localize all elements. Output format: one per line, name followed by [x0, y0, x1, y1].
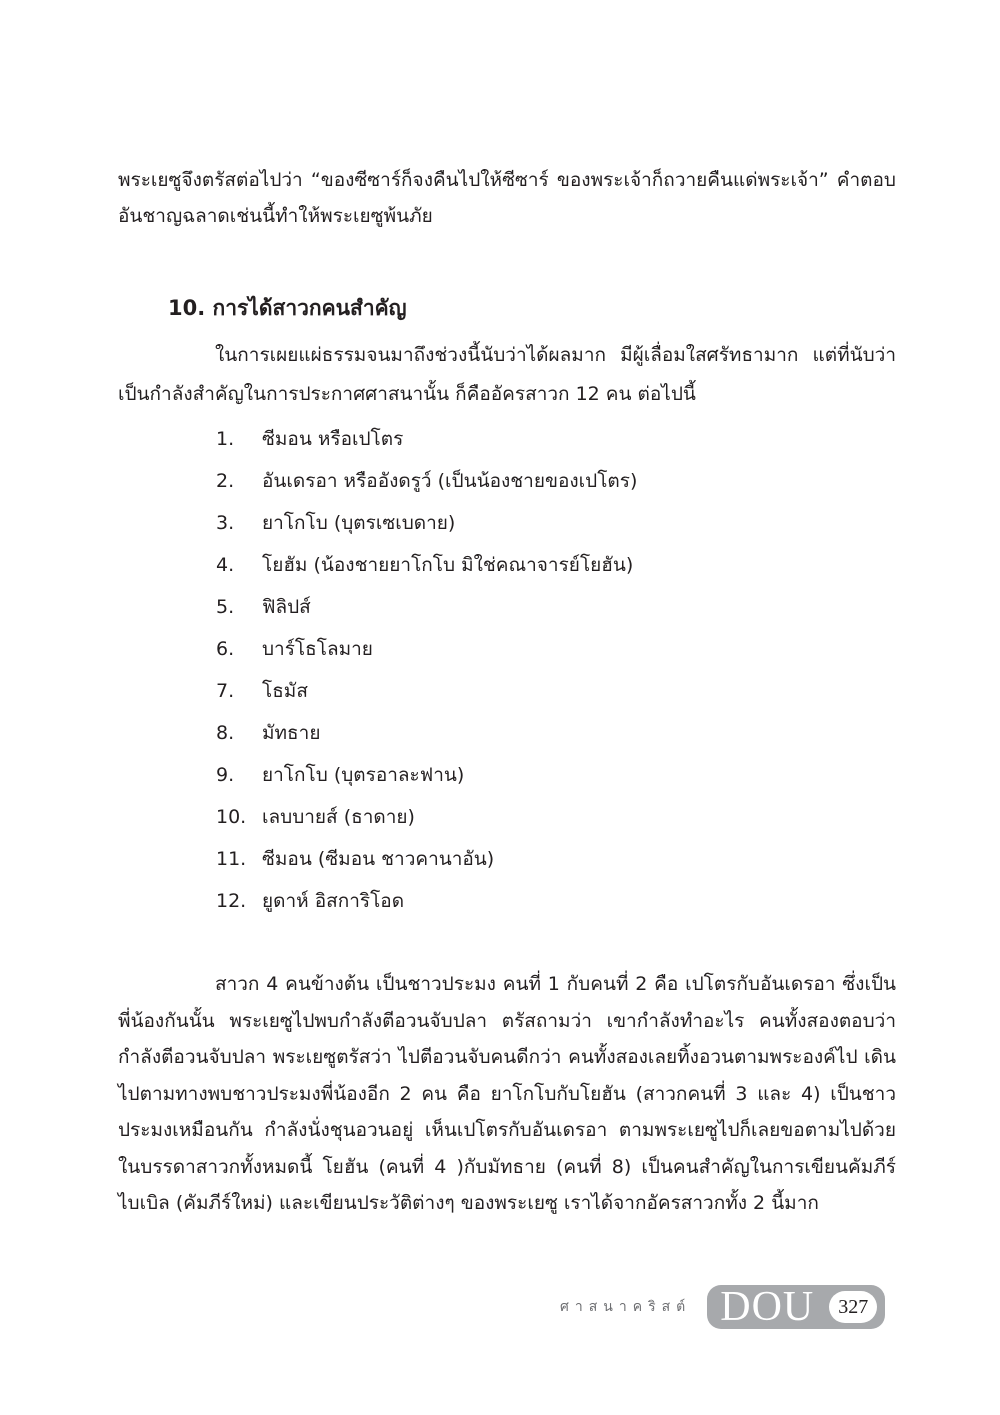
list-item [216, 586, 637, 628]
section-heading [168, 292, 407, 324]
list-item [216, 670, 637, 712]
section-title: การได้สาวกคนสำคัญ [212, 296, 407, 320]
item-number: 11. [216, 848, 247, 870]
item-text: บาร์โธโลมาย [262, 638, 373, 660]
item-number: 2. [216, 470, 235, 492]
course-title: ศาสนาคริสต์ [560, 1299, 692, 1315]
item-number: 12. [216, 890, 247, 912]
intro-paragraph: พระเยซูจึงตรัสต่อไปว่า “ของซีซาร์ก็จงคืนไปให้ซีซาร์ ของพระเจ้าก็ถวายคืนแด่พระเจ้า” คำตอบอันชาญฉลาดเช่นนี้ทำให้พระเยซูพ้นภัย [118, 169, 896, 227]
dou-logo: DOU [720, 1284, 815, 1330]
item-number: 9. [216, 764, 235, 786]
item-text: ยาโกโบ (บุตรเซเบดาย) [262, 512, 456, 534]
item-number: 3. [216, 512, 235, 534]
list-item [216, 754, 637, 796]
list-item [216, 628, 637, 670]
item-text: โยฮัม (น้องชายยาโกโบ มิใช่คณาจารย์โยฮัน) [262, 554, 634, 576]
list-item [216, 712, 637, 754]
item-number: 10. [216, 806, 247, 828]
item-text: ฟิลิปส์ [262, 596, 311, 618]
list-item [216, 880, 637, 922]
item-number: 6. [216, 638, 235, 660]
item-text: เลบบายส์ (ธาดาย) [262, 806, 415, 828]
apostle-list [216, 418, 637, 922]
list-item [216, 796, 637, 838]
item-text: มัทธาย [262, 722, 321, 744]
list-item [216, 544, 637, 586]
section-number: 10. [168, 296, 206, 320]
item-number: 5. [216, 596, 235, 618]
list-item [216, 460, 637, 502]
dou-badge [707, 1285, 885, 1329]
item-text: ซีมอน (ซีมอน ชาวคานาอัน) [262, 848, 495, 870]
body-paragraph: สาวก 4 คนข้างต้น เป็นชาวประมง คนที่ 1 กับคนที่ 2 คือ เปโตรกับอันเดรอา ซึ่งเป็นพี่น้องกันนั้น พระเยซูไปพบกำลังตีอวนจับปลา ตรัสถามว่า เขากำลังทำอะไร คนทั้งสองตอบว่ากำลังตีอวนจับปลา พระเยซูตรัสว่า ไปตีอวนจับคนดีกว่า คนทั้งสองเลยทิ้งอวนตามพระองค์ไป เดินไปตามทางพบชาวประมงพี่น้องอีก 2 คน คือ ยาโกโบกับโยฮัน (สาวกคนที่ 3 และ 4) เป็นชาวประมงเหมือนกัน กำลังนั่งชุนอวนอยู่ เห็นเปโตรกับอันเดรอา ตามพระเยซูไปก็เลยขอตามไปด้วย ในบรรดาสาวกทั้งหมดนี้ โยฮัน (คนที่ 4 )กับมัทธาย (คนที่ 8) เป็นคนสำคัญในการเขียนคัมภีร์ไบเบิล (คัมภีร์ใหม่) และเขียนประวัติต่างๆ ของพระเยซู เราได้จากอัครสาวกทั้ง 2 นี้มาก [118, 973, 896, 1214]
list-item [216, 502, 637, 544]
item-number: 7. [216, 680, 235, 702]
list-item [216, 838, 637, 880]
item-text: ซีมอน หรือเปโตร [262, 428, 404, 450]
page-number: 327 [829, 1291, 877, 1323]
lead-paragraph: ในการเผยแผ่ธรรมจนมาถึงช่วงนี้นับว่าได้ผลมาก มีผู้เลื่อมใสศรัทธามาก แต่ที่นับว่าเป็นกำลังสำคัญในการประกาศศาสนานั้น ก็คืออัครสาวก 12 คน ต่อไปนี้ [118, 344, 896, 405]
item-text: โธมัส [262, 680, 308, 702]
item-number: 1. [216, 428, 235, 450]
item-number: 4. [216, 554, 235, 576]
item-text: ยูดาห์ อิสการิโอด [262, 890, 405, 912]
page-footer [560, 1283, 885, 1331]
item-text: อันเดรอา หรืออังดรูว์ (เป็นน้องชายของเปโตร) [262, 470, 638, 492]
item-number: 8. [216, 722, 235, 744]
list-item [216, 418, 637, 460]
item-text: ยาโกโบ (บุตรอาละฟาน) [262, 764, 465, 786]
